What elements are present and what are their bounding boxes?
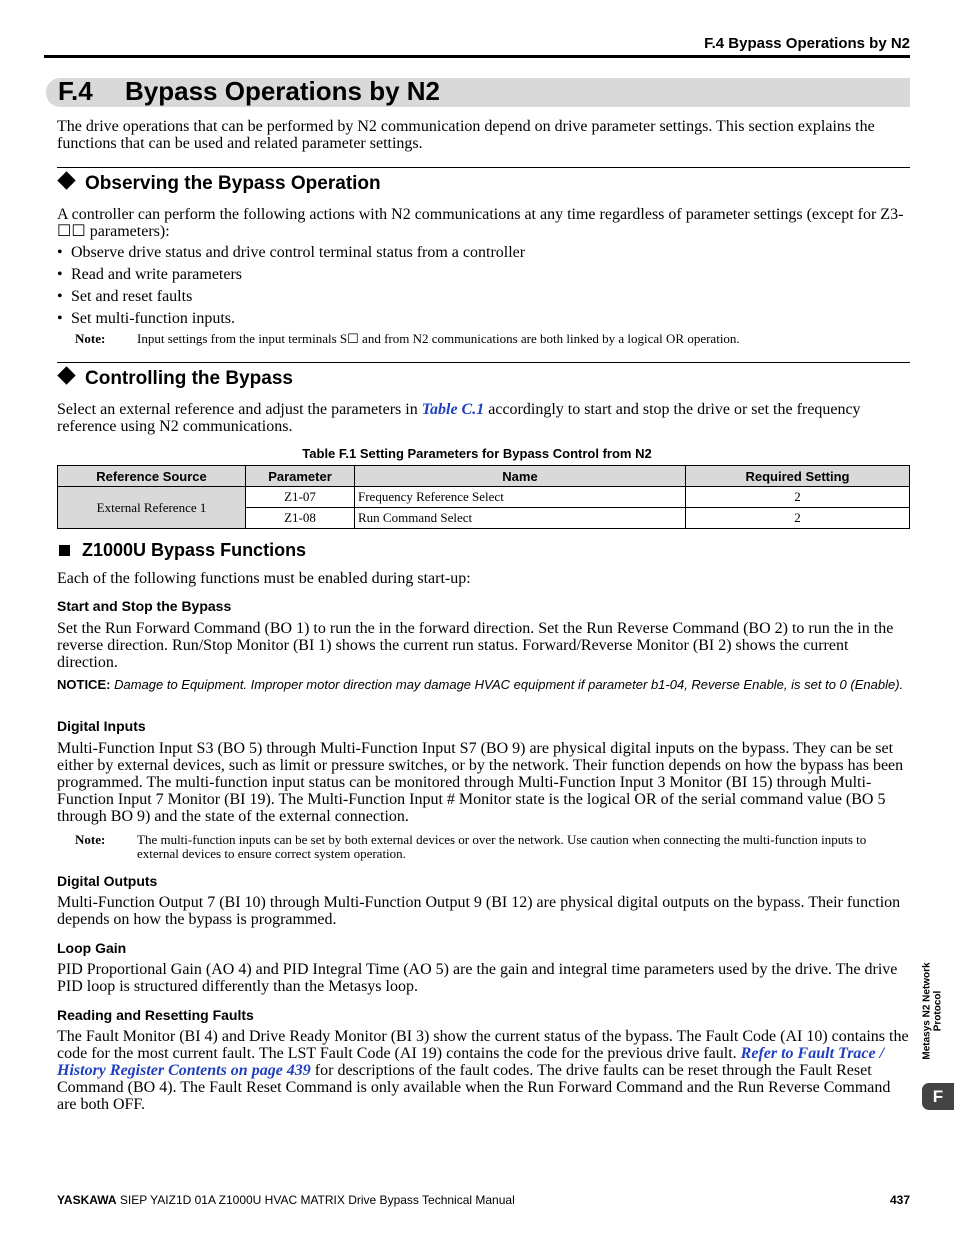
reference-source-cell: External Reference 1 [58, 487, 246, 529]
note-text: Input settings from the input terminals S☐ and from N2 communications are both linked by a logical OR operation. [137, 331, 740, 346]
diamond-icon [57, 171, 75, 189]
controlling-heading [57, 368, 293, 390]
column-header: Name [355, 466, 686, 487]
note [75, 833, 910, 861]
parameter-cell: Z1-08 [246, 508, 355, 529]
bullet-icon: • [57, 244, 63, 261]
start-stop-paragraph: Set the Run Forward Command (BO 1) to run the in the forward direction. Set the Run Reverse Command (BO 2) to run the in the reverse direction. Run/Stop Monitor (BI 1) shows the current run status. Forward/Reverse Monitor (BI 2) shows the current direction. [57, 620, 894, 671]
controlling-paragraph [57, 401, 910, 435]
faults-heading: Reading and Resetting Faults [57, 1007, 254, 1023]
table-title: Table F.1 Setting Parameters for Bypass Control from N2 [302, 446, 652, 461]
paragraph-text: Select an external reference and adjust the parameters in [57, 401, 422, 418]
section-title-text: Bypass Operations by N2 [125, 76, 440, 106]
note [75, 332, 910, 346]
list-item [57, 310, 235, 328]
list-item [57, 266, 242, 284]
column-header: Required Setting [686, 466, 910, 487]
list-item-text: Read and write parameters [71, 266, 243, 283]
running-header: F.4 Bypass Operations by N2 [704, 35, 910, 52]
section-rule [57, 167, 910, 168]
paragraph-text: The Fault Monitor (BI 4) and Drive Ready Monitor (BI 3) show the current status of the bypass. The Fault Code (AI 10) contains the code for the most current fault. The LST Fault Code (AI 19) contains the code for the previous drive fault. [57, 1028, 909, 1062]
digital-outputs-heading: Digital Outputs [57, 873, 158, 889]
functions-heading-text: Z1000U Bypass Functions [82, 540, 307, 560]
digital-inputs-paragraph: Multi-Function Input S3 (BO 5) through Multi-Function Input S7 (BO 9) are physical digital inputs on the bypass. They can be set either by external devices, such as limit or pressure switches, or by the network. Their function depends on how the bypass has been programmed. The multi-function input status can be monitored through Multi-Function Input 3 Monitor (BI 15) through Multi-Function Input 7 Monitor (BI 19). The Multi-Function Input # Monitor state is the logical OR of the serial command value (BO 5 through BO 9) and the state of the external connection. [57, 740, 904, 825]
section-rule [57, 362, 910, 363]
intro-paragraph: The drive operations that can be performed by N2 communication depend on drive parameter settings. This section explains the functions that can be used and related parameter settings. [57, 118, 875, 152]
parameters-table [57, 465, 910, 529]
functions-heading [57, 540, 306, 561]
table-c1-link[interactable]: Table C.1 [421, 401, 485, 418]
name-cell: Frequency Reference Select [355, 487, 686, 508]
name-cell: Run Command Select [355, 508, 686, 529]
digital-outputs-paragraph: Multi-Function Output 7 (BI 10) through Multi-Function Output 9 (BI 12) are physical digital outputs on the bypass. Their function depends on how the bypass is programmed. [57, 894, 901, 928]
list-item-text: Observe drive status and drive control terminal status from a controller [71, 244, 526, 261]
header-rule [44, 55, 910, 58]
functions-intro: Each of the following functions must be enabled during start-up: [57, 570, 471, 587]
column-header: Reference Source [58, 466, 246, 487]
setting-cell: 2 [686, 508, 910, 529]
notice-text: Damage to Equipment. Improper motor direction may damage HVAC equipment if parameter b1-04, Reverse Enable, is set to 0 (Enable). [114, 677, 904, 692]
footer-text: SIEP YAIZ1D 01A Z1000U HVAC MATRIX Drive Bypass Technical Manual [116, 1193, 515, 1207]
bullet-icon: • [57, 288, 63, 305]
fault-trace-link[interactable]: Refer to Fault Trace / History Register Contents on page 439 [57, 1045, 885, 1079]
digital-inputs-heading: Digital Inputs [57, 718, 146, 734]
side-tab-label [921, 950, 944, 1065]
side-tab-text: Metasys N2 Network Protocol [921, 962, 944, 1060]
loop-gain-paragraph: PID Proportional Gain (AO 4) and PID Integral Time (AO 5) are the gain and integral time parameters used by the drive. The drive PID loop is structured differently than the Metasys loop. [57, 961, 898, 995]
section-number: F.4 [58, 76, 93, 106]
list-item [57, 288, 192, 306]
note-label: Note: [75, 832, 106, 847]
table-row [58, 487, 910, 508]
column-header: Parameter [246, 466, 355, 487]
square-bullet-icon [59, 545, 70, 556]
diamond-icon [57, 366, 75, 384]
table-header-row [58, 466, 910, 487]
chapter-tab[interactable]: F [922, 1083, 954, 1110]
page-number: 437 [889, 1193, 910, 1207]
note-label: Note: [75, 331, 106, 346]
setting-cell: 2 [686, 487, 910, 508]
bullet-icon: • [57, 310, 63, 327]
observing-heading [57, 173, 381, 195]
bullet-icon: • [57, 266, 63, 283]
footer-brand: YASKAWA [57, 1193, 117, 1207]
observing-paragraph: A controller can perform the following actions with N2 communications at any time regardless of parameter settings (except for Z3-☐☐ parameters): [57, 206, 904, 240]
list-item-text: Set multi-function inputs. [71, 310, 235, 327]
start-stop-heading: Start and Stop the Bypass [57, 598, 232, 614]
loop-gain-heading: Loop Gain [57, 940, 127, 956]
parameter-cell: Z1-07 [246, 487, 355, 508]
faults-paragraph [57, 1028, 910, 1113]
note-text: The multi-function inputs can be set by both external devices or over the network. Use caution when connecting the multi-function inputs to external devices to ensure correct system operation. [137, 832, 867, 861]
observing-heading-text: Observing the Bypass Operation [85, 173, 381, 194]
footer [57, 1193, 515, 1207]
paragraph-text: for descriptions of the fault codes. The drive faults can be reset through the Fault Reset Command (BO 4). The Fault Reset Command is only available when the Run Forward Command and the Run Reverse Command are both OFF. [57, 1062, 891, 1113]
list-item-text: Set and reset faults [71, 288, 193, 305]
notice-label: NOTICE: [57, 677, 111, 692]
controlling-heading-text: Controlling the Bypass [85, 368, 293, 389]
section-title [58, 76, 440, 107]
list-item [57, 244, 525, 262]
notice [57, 678, 910, 692]
paragraph-text: accordingly to start and stop the drive or set the frequency reference using N2 communications. [57, 401, 861, 435]
